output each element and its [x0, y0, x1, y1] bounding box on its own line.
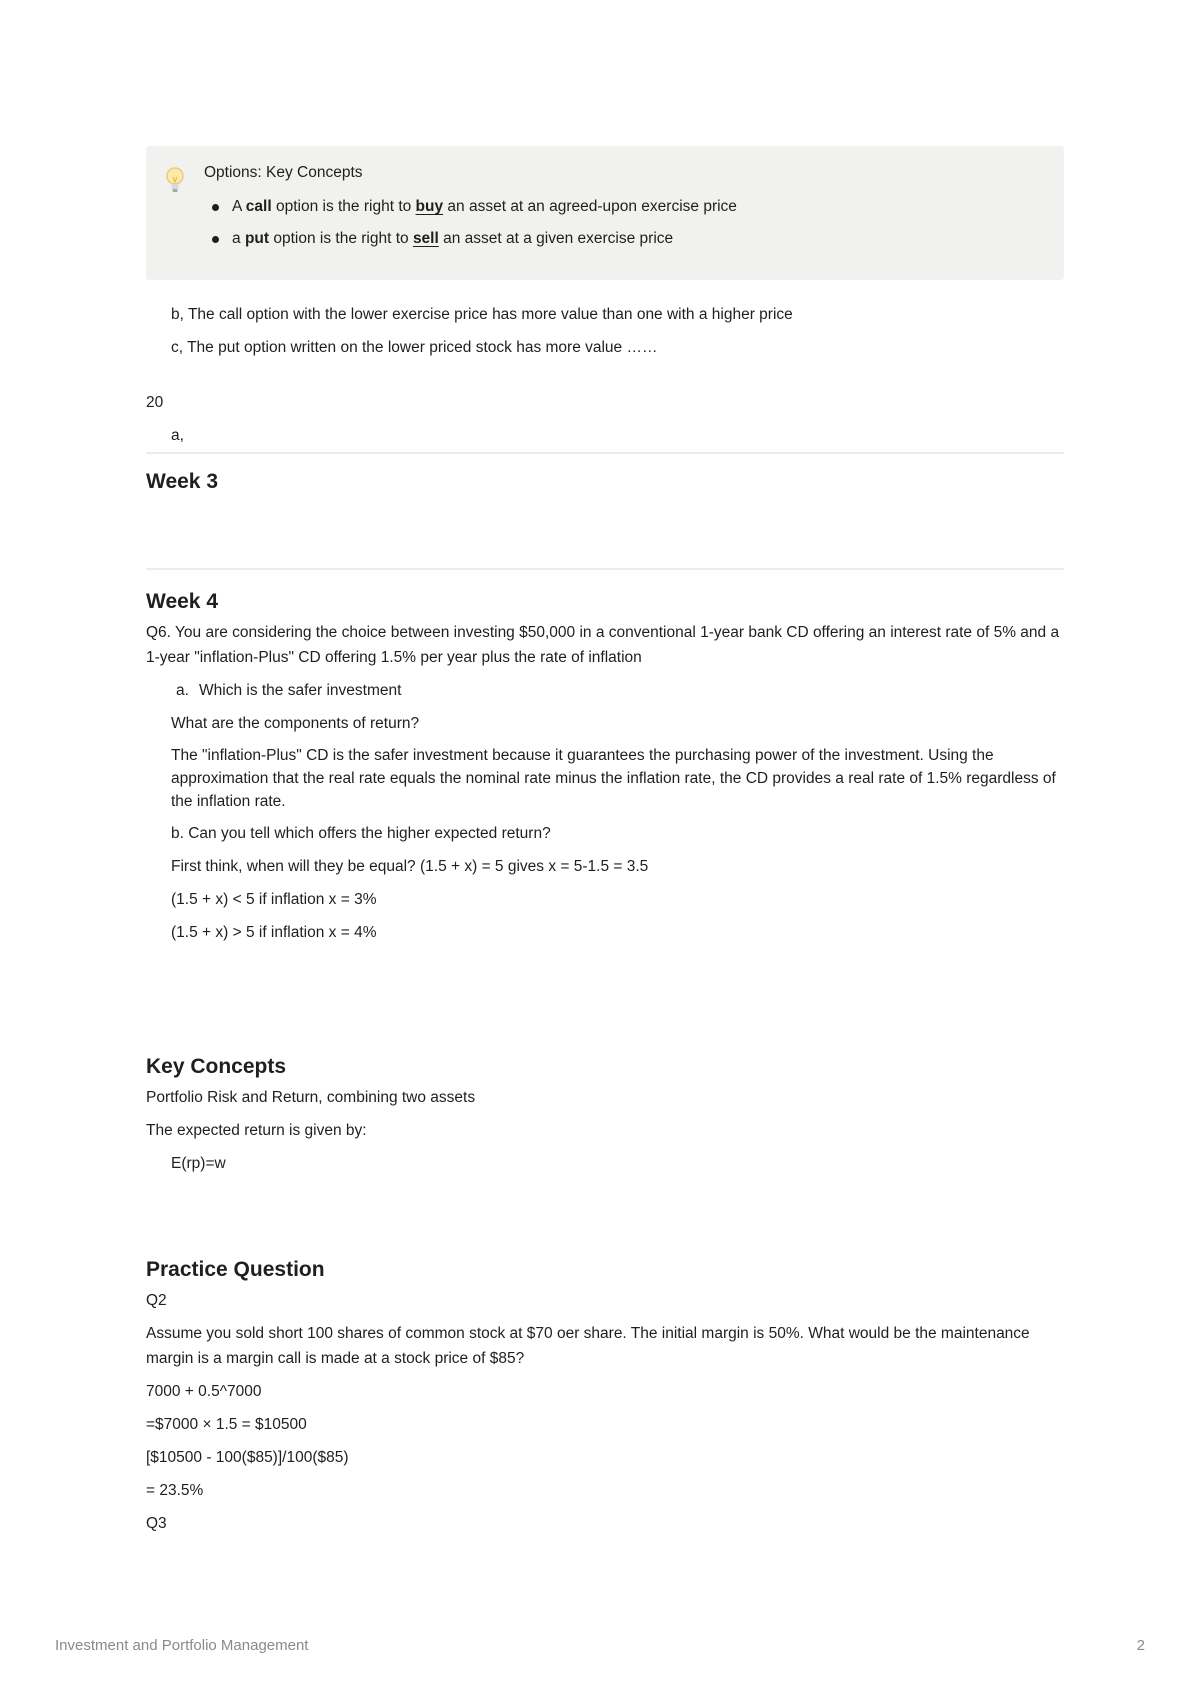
- calc-line: 7000 + 0.5^7000: [146, 1383, 262, 1400]
- page-footer: [55, 1637, 1145, 1654]
- list-item: A call option is the right to buy an asset at an agreed-upon exercise price: [232, 196, 1044, 218]
- footer-title: Investment and Portfolio Management: [55, 1637, 309, 1654]
- q3-label: Q3: [146, 1515, 167, 1532]
- components-question: What are the components of return?: [171, 715, 420, 732]
- callout-list: [204, 196, 1044, 250]
- callout-title: Options: Key Concepts: [204, 164, 363, 181]
- list-item: a put option is the right to sell an asset at a given exercise price: [232, 228, 1044, 250]
- answer-c-line: c, The put option written on the lower priced stock has more value ……: [171, 339, 658, 356]
- key-concepts-line: The expected return is given by:: [146, 1122, 367, 1139]
- q2-label: Q2: [146, 1292, 167, 1309]
- practice-question-heading: Practice Question: [146, 1258, 325, 1281]
- callout-options-key-concepts: [146, 146, 1064, 280]
- formula-line: E(rp)=w: [171, 1155, 226, 1172]
- week-3-heading: Week 3: [146, 470, 218, 493]
- key-concepts-heading: Key Concepts: [146, 1055, 287, 1078]
- lightbulb-icon: [164, 166, 186, 196]
- q6-text: Q6. You are considering the choice between investing $50,000 in a conventional 1-year bank CD offering an interest rate of 5% and a 1-year "inflation-Plus" CD offering 1.5% per year plus the rate of inflation: [146, 624, 1060, 666]
- divider: [146, 452, 1064, 454]
- inequality-gt: (1.5 + x) > 5 if inflation x = 4%: [171, 924, 377, 941]
- list-item-a: [146, 678, 1064, 703]
- inequality-lt: (1.5 + x) < 5 if inflation x = 3%: [171, 891, 377, 908]
- page-number: 2: [1136, 1637, 1145, 1654]
- list-item-text: Which is the safer investment: [199, 682, 402, 699]
- equal-reasoning: First think, when will they be equal? (1.5 + x) = 5 gives x = 5-1.5 = 3.5: [171, 858, 649, 875]
- list-marker: a.: [176, 682, 189, 699]
- question-number-20: 20: [146, 394, 164, 411]
- answer-b-line: b, The call option with the lower exercise price has more value than one with a higher price: [171, 306, 793, 323]
- calc-line: =$7000 × 1.5 = $10500: [146, 1416, 307, 1433]
- calc-line: = 23.5%: [146, 1482, 204, 1499]
- document-page: [146, 146, 1064, 1544]
- calc-line: [$10500 - 100($85)]/100($85): [146, 1449, 349, 1466]
- week-4-heading: Week 4: [146, 590, 218, 613]
- divider: [146, 568, 1064, 570]
- q6-answer: The "inflation-Plus" CD is the safer investment because it guarantees the purchasing power of the investment. Using the approximation that the real rate equals the nominal rate minus the inflation rate, the CD provides a real rate of 1.5% regardless of the inflation rate.: [171, 747, 1056, 810]
- q2-text: Assume you sold short 100 shares of common stock at $70 oer share. The initial margin is 50%. What would be the maintenance margin is a margin call is made at a stock price of $85?: [146, 1325, 1030, 1367]
- answer-a-line: a,: [171, 427, 184, 444]
- q6-b-question: b. Can you tell which offers the higher expected return?: [171, 825, 551, 842]
- key-concepts-line: Portfolio Risk and Return, combining two assets: [146, 1089, 476, 1106]
